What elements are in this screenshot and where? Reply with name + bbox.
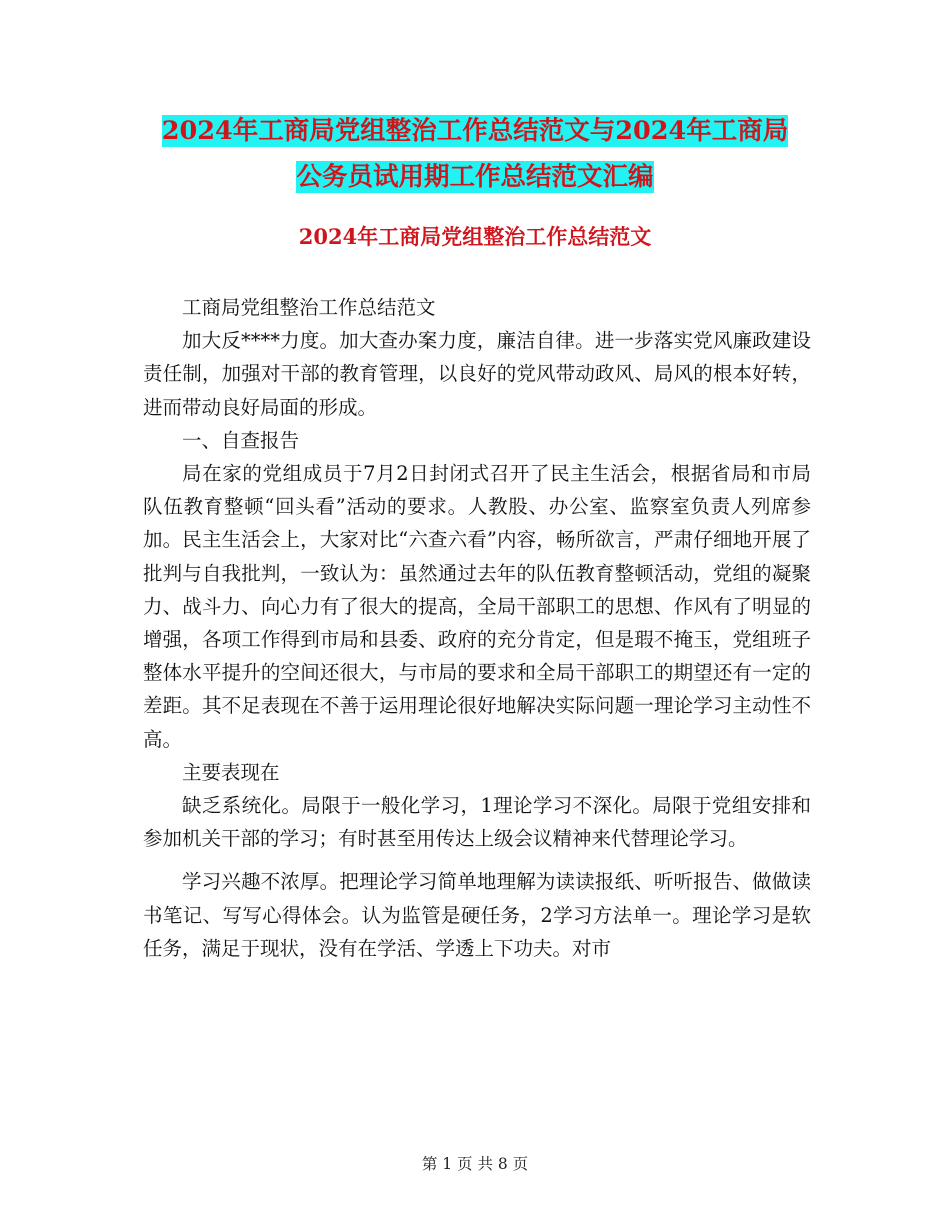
document-title-line-2: 公务员试用期工作总结范文汇编 xyxy=(296,162,654,192)
paragraph: 加大反****力度。加大查办案力度，廉洁自律。进一步落实党风廉政建设责任制，加强对干部的教育管理，以良好的党风带动政风、局风的根本好转，进而带动良好局面的形成。 xyxy=(143,329,811,419)
paragraph: 局在家的党组成员于7月2日封闭式召开了民主生活会，根据省局和市局队伍教育整顿“回头看”活动的要求。人教股、办公室、监察室负责人列席参加。民主生活会上，大家对比“六查六看”内容，畅所欲言，严肃仔细地开展了批判与自我批判，一致认为：虽然通过去年的队伍教育整顿活动，党组的凝聚力、战斗力、向心力有了很大的提高，全局干部职工的思想、作风有了明显的增强，各项工作得到市局和县委、政府的充分肯定，但是瑕不掩玉，党组班子整体水平提升的空间还很大，与市局的要求和全局干部职工的期望还有一定的差距。其不足表现在不善于运用理论很好地解决实际问题一理论学习主动性不高。 xyxy=(143,462,811,751)
document-title-line-1: 2024年工商局党组整治工作总结范文与2024年工商局 xyxy=(161,116,789,146)
paragraph-heading: 主要表现在 xyxy=(182,760,280,784)
paragraph-subtitle: 工商局党组整治工作总结范文 xyxy=(182,296,436,319)
document-body xyxy=(143,291,811,965)
section-title: 2024年工商局党组整治工作总结范文 xyxy=(298,224,652,249)
paragraph: 缺乏系统化。局限于一般化学习，1理论学习不深化。局限于党组安排和参加机关干部的学习；有时甚至用传达上级会议精神来代替理论学习。 xyxy=(143,794,811,851)
page-number-footer: 第 1 页 共 8 页 xyxy=(421,1155,529,1173)
document-title xyxy=(0,108,950,200)
paragraph-heading: 一、自查报告 xyxy=(182,428,300,452)
paragraph: 学习兴趣不浓厚。把理论学习简单地理解为读读报纸、听听报告、做做读书笔记、写写心得体会。认为监管是硬任务，2学习方法单一。理论学习是软任务，满足于现状，没有在学活、学透上下功夫。对市 xyxy=(143,870,811,960)
